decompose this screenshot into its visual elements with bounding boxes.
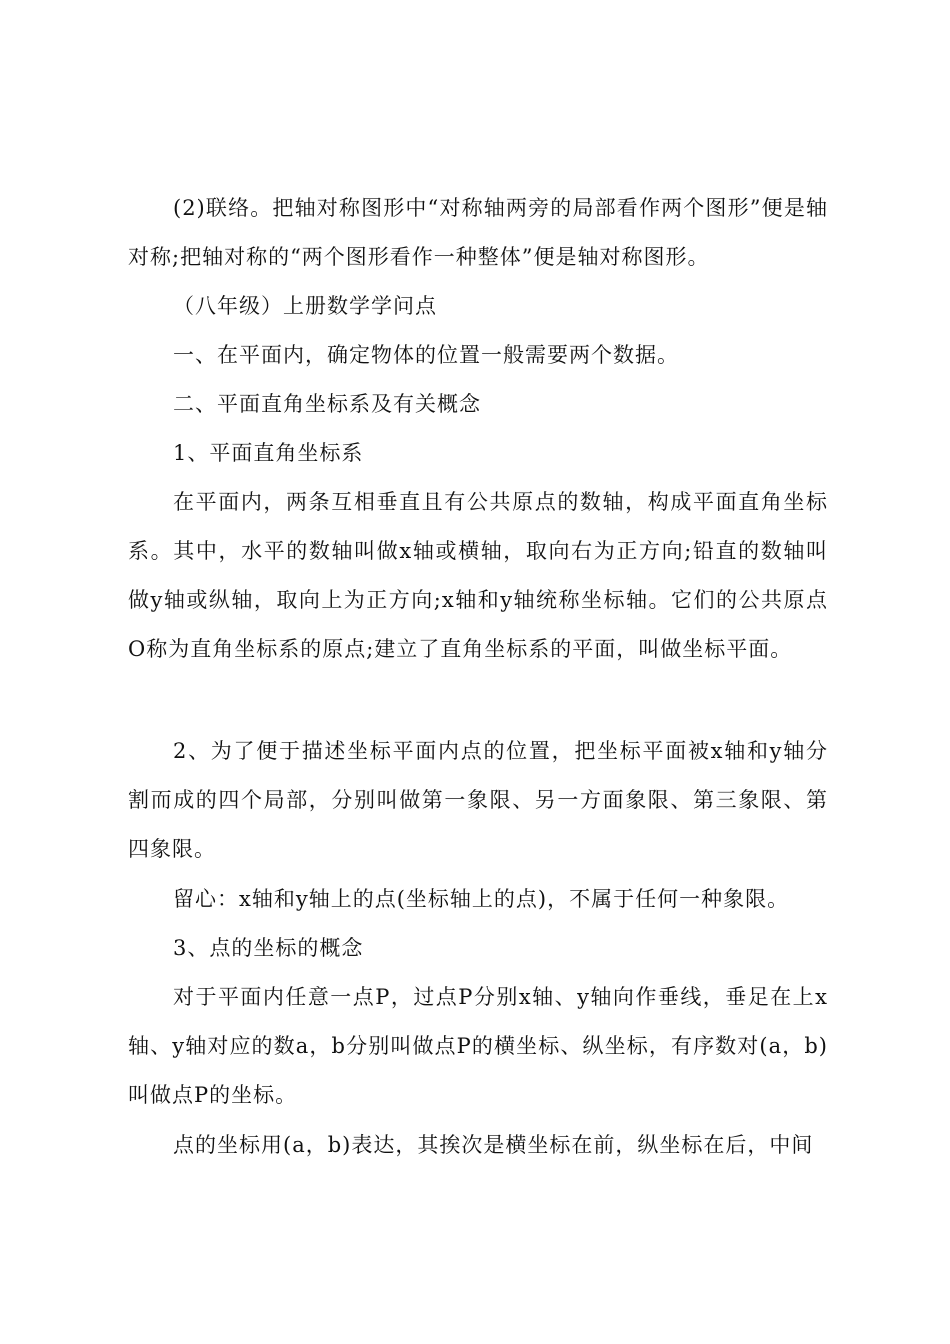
paragraph-axis-symmetry-relation: (2)联络。把轴对称图形中“对称轴两旁的局部看作两个图形”便是轴对称;把轴对称的“两个图形看作一种整体”便是轴对称图形。 bbox=[128, 196, 828, 269]
subheading-coordinate-system: 1、平面直角坐标系 bbox=[173, 441, 364, 465]
paragraph-point-two: 二、平面直角坐标系及有关概念 bbox=[173, 392, 481, 416]
paragraph-note-axis-points: 留心：x轴和y轴上的点(坐标轴上的点)，不属于任何一种象限。 bbox=[173, 887, 790, 911]
paragraph-point-one: 一、在平面内，确定物体的位置一般需要两个数据。 bbox=[173, 343, 679, 367]
paragraph-coordinate-system-definition: 在平面内，两条互相垂直且有公共原点的数轴，构成平面直角坐标系。其中，水平的数轴叫做x轴或横轴，取向右为正方向;铅直的数轴叫做y轴或纵轴，取向上为正方向;x轴和y轴统称坐标轴。它们的公共原点O称为直角坐标系的原点;建立了直角坐标系的平面，叫做坐标平面。 bbox=[128, 490, 828, 661]
paragraph-point-coordinates-definition: 对于平面内任意一点P，过点P分别x轴、y轴向作垂线，垂足在上x轴、y轴对应的数a，b分别叫做点P的横坐标、纵坐标，有序数对(a，b)叫做点P的坐标。 bbox=[128, 985, 828, 1107]
subheading-point-coordinates: 3、点的坐标的概念 bbox=[173, 936, 364, 960]
section-heading-grade8-math: （八年级）上册数学学问点 bbox=[173, 294, 437, 318]
paragraph-quadrants: 2、为了便于描述坐标平面内点的位置，把坐标平面被x轴和y轴分割而成的四个局部，分别叫做第一象限、另一方面象限、第三象限、第四象限。 bbox=[128, 739, 828, 861]
paragraph-coordinate-order: 点的坐标用(a，b)表达，其挨次是横坐标在前，纵坐标在后，中间 bbox=[173, 1133, 814, 1157]
